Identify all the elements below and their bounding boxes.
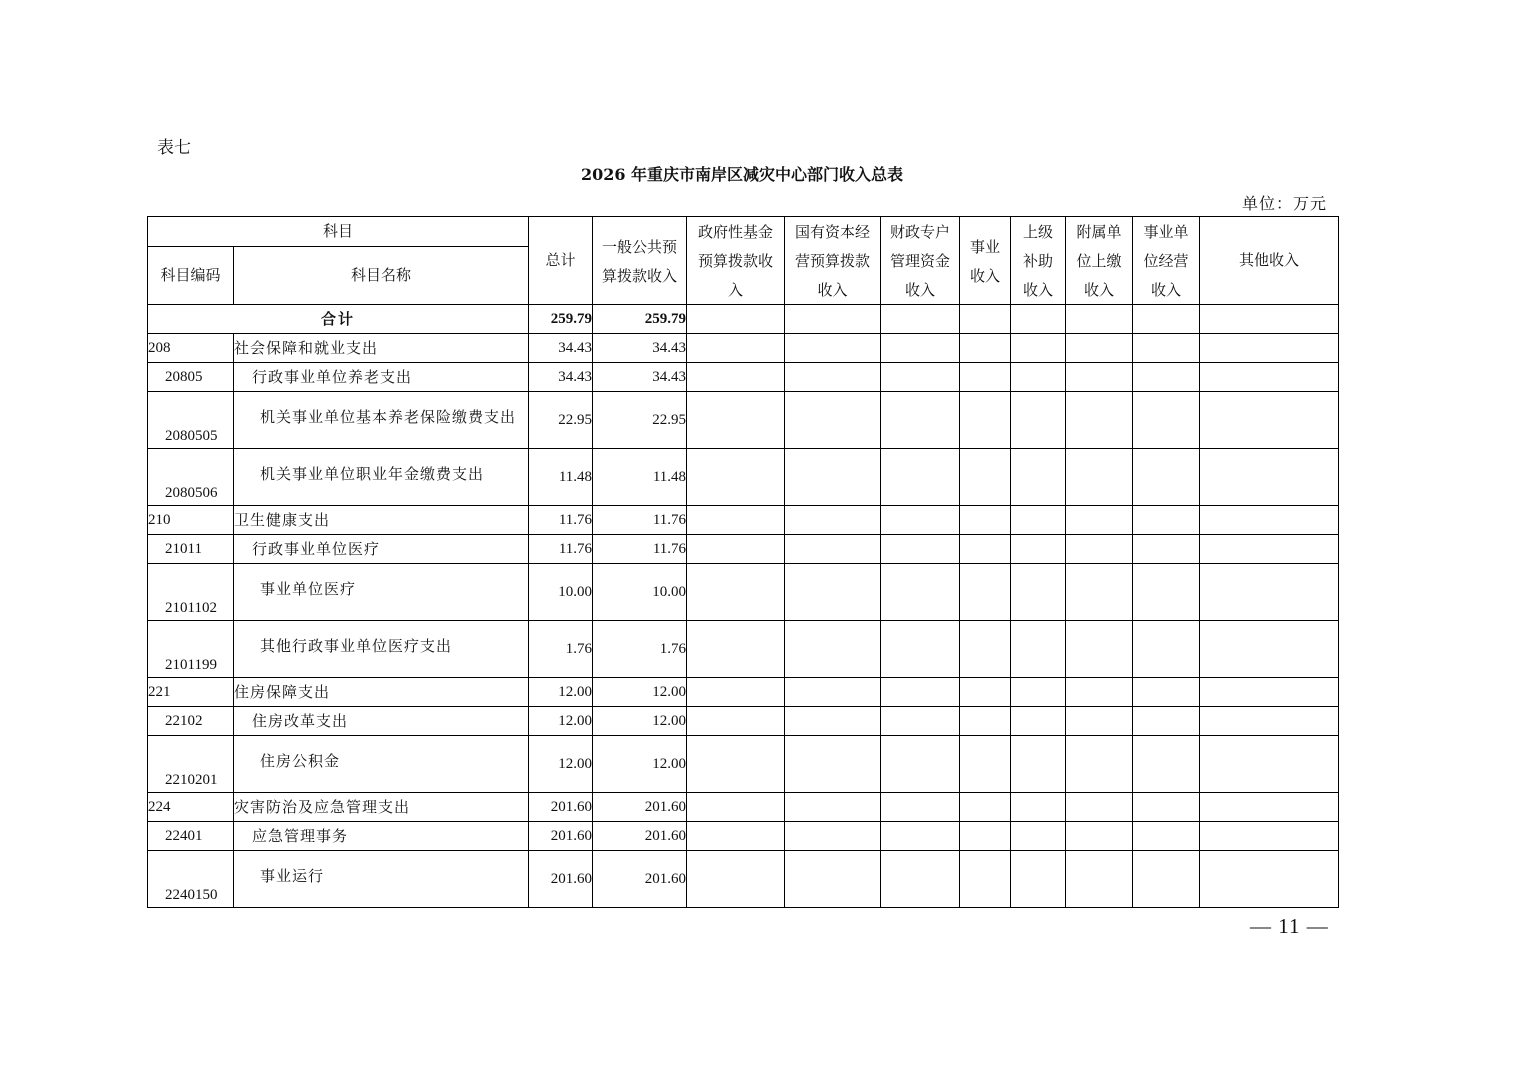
header-state-capital xyxy=(785,217,881,305)
table-row xyxy=(148,334,1339,363)
subject-name: 事业运行 xyxy=(234,851,529,908)
general-budget-amount: 11.76 xyxy=(593,535,687,564)
header-subject: 科目 xyxy=(148,217,529,247)
subject-name: 事业单位医疗 xyxy=(234,564,529,621)
header-gov-fund-line: 入 xyxy=(728,281,744,299)
income-summary-table xyxy=(147,216,1339,908)
empty-cell xyxy=(1200,621,1339,678)
empty-cell xyxy=(785,506,881,535)
general-budget-amount: 201.60 xyxy=(593,851,687,908)
subject-name: 机关事业单位职业年金缴费支出 xyxy=(234,449,529,506)
empty-cell xyxy=(1066,822,1133,851)
table-row xyxy=(148,736,1339,793)
empty-cell xyxy=(687,564,785,621)
general-budget-amount: 22.95 xyxy=(593,392,687,449)
empty-cell xyxy=(881,506,960,535)
empty-cell xyxy=(785,305,881,334)
empty-cell xyxy=(1133,334,1200,363)
table-row xyxy=(148,564,1339,621)
page-number: — 11 — xyxy=(1250,914,1329,938)
empty-cell xyxy=(960,449,1011,506)
subject-code: 2080506 xyxy=(148,449,234,506)
empty-cell xyxy=(881,449,960,506)
table-row xyxy=(148,392,1339,449)
general-budget-amount: 201.60 xyxy=(593,822,687,851)
table-row xyxy=(148,822,1339,851)
empty-cell xyxy=(785,707,881,736)
empty-cell xyxy=(1066,363,1133,392)
empty-cell xyxy=(1133,449,1200,506)
header-superior-line: 上级 xyxy=(1023,223,1054,241)
empty-cell xyxy=(1066,851,1133,908)
subject-code: 2080505 xyxy=(148,392,234,449)
table-row xyxy=(148,363,1339,392)
empty-cell xyxy=(1200,851,1339,908)
header-gov-fund-line: 政府性基金 xyxy=(698,223,774,241)
empty-cell xyxy=(1011,793,1066,822)
header-operating-line: 收入 xyxy=(1151,281,1182,299)
empty-cell xyxy=(1133,822,1200,851)
general-budget-amount: 12.00 xyxy=(593,736,687,793)
empty-cell xyxy=(1200,363,1339,392)
empty-cell xyxy=(881,851,960,908)
empty-cell xyxy=(1133,621,1200,678)
header-fiscal-special-line: 财政专户 xyxy=(890,223,951,241)
header-general-line: 算拨款收入 xyxy=(602,266,678,285)
header-operating-line: 事业单 xyxy=(1143,223,1189,241)
empty-cell xyxy=(1200,535,1339,564)
header-subject-name: 科目名称 xyxy=(234,247,529,305)
empty-cell xyxy=(1133,793,1200,822)
total-amount: 201.60 xyxy=(529,822,593,851)
header-business-line: 事业 xyxy=(970,237,1001,256)
empty-cell xyxy=(1011,535,1066,564)
empty-cell xyxy=(1200,392,1339,449)
empty-cell xyxy=(687,506,785,535)
empty-cell xyxy=(960,707,1011,736)
empty-cell xyxy=(687,535,785,564)
empty-cell xyxy=(960,535,1011,564)
header-affiliate-line: 位上缴 xyxy=(1076,252,1122,270)
empty-cell xyxy=(687,736,785,793)
empty-cell xyxy=(1011,621,1066,678)
total-amount: 201.60 xyxy=(529,793,593,822)
empty-cell xyxy=(1011,334,1066,363)
empty-cell xyxy=(881,793,960,822)
total-amount: 11.48 xyxy=(529,449,593,506)
empty-cell xyxy=(687,851,785,908)
empty-cell xyxy=(687,449,785,506)
empty-cell xyxy=(881,334,960,363)
empty-cell xyxy=(881,392,960,449)
empty-cell xyxy=(1133,535,1200,564)
empty-cell xyxy=(785,793,881,822)
total-amount: 34.43 xyxy=(529,363,593,392)
empty-cell xyxy=(1011,392,1066,449)
header-operating-income xyxy=(1133,217,1200,305)
empty-cell xyxy=(1066,707,1133,736)
empty-cell xyxy=(687,392,785,449)
subject-name: 应急管理事务 xyxy=(234,822,529,851)
empty-cell xyxy=(1133,678,1200,707)
total-amount: 12.00 xyxy=(529,707,593,736)
empty-cell xyxy=(1200,822,1339,851)
empty-cell xyxy=(687,305,785,334)
empty-cell xyxy=(960,392,1011,449)
header-state-capital-line: 收入 xyxy=(817,281,848,299)
empty-cell xyxy=(687,707,785,736)
subject-name: 行政事业单位养老支出 xyxy=(234,363,529,392)
empty-cell xyxy=(1011,305,1066,334)
empty-cell xyxy=(785,392,881,449)
empty-cell xyxy=(881,822,960,851)
empty-cell xyxy=(1066,564,1133,621)
total-amount: 11.76 xyxy=(529,506,593,535)
empty-cell xyxy=(1200,334,1339,363)
subject-code: 2101199 xyxy=(148,621,234,678)
header-other-income: 其他收入 xyxy=(1200,217,1339,305)
empty-cell xyxy=(960,736,1011,793)
table-row xyxy=(148,535,1339,564)
subject-name: 行政事业单位医疗 xyxy=(234,535,529,564)
subject-code: 20805 xyxy=(148,363,234,392)
header-state-capital-line: 国有资本经 xyxy=(795,223,871,241)
empty-cell xyxy=(1011,449,1066,506)
subject-code: 2240150 xyxy=(148,851,234,908)
header-operating-line: 位经营 xyxy=(1143,252,1189,270)
empty-cell xyxy=(1066,506,1133,535)
empty-cell xyxy=(881,678,960,707)
header-superior-line: 补助 xyxy=(1023,252,1054,270)
table-title: 2026 年重庆市南岸区减灾中心部门收入总表 xyxy=(580,165,904,184)
empty-cell xyxy=(1133,851,1200,908)
empty-cell xyxy=(1066,678,1133,707)
empty-cell xyxy=(881,621,960,678)
header-general-line: 一般公共预 xyxy=(602,237,678,256)
header-general-budget xyxy=(593,217,687,305)
subject-code: 22401 xyxy=(148,822,234,851)
empty-cell xyxy=(1066,793,1133,822)
header-superior-line: 收入 xyxy=(1023,281,1054,299)
table-number-label: 表七 xyxy=(157,138,191,158)
empty-cell xyxy=(1200,678,1339,707)
empty-cell xyxy=(881,736,960,793)
empty-cell xyxy=(881,564,960,621)
header-gov-fund-line: 预算拨款收 xyxy=(698,252,774,270)
empty-cell xyxy=(1200,305,1339,334)
empty-cell xyxy=(960,851,1011,908)
subject-code: 224 xyxy=(148,793,234,822)
header-affiliate-line: 附属单 xyxy=(1076,223,1122,241)
table-row xyxy=(148,449,1339,506)
empty-cell xyxy=(1066,736,1133,793)
empty-cell xyxy=(960,822,1011,851)
empty-cell xyxy=(1133,564,1200,621)
empty-cell xyxy=(1200,707,1339,736)
empty-cell xyxy=(960,678,1011,707)
empty-cell xyxy=(960,506,1011,535)
header-total: 总计 xyxy=(529,217,593,305)
general-budget-amount: 201.60 xyxy=(593,793,687,822)
total-amount: 201.60 xyxy=(529,851,593,908)
empty-cell xyxy=(687,822,785,851)
empty-cell xyxy=(1011,736,1066,793)
subject-name: 机关事业单位基本养老保险缴费支出 xyxy=(234,392,529,449)
empty-cell xyxy=(1200,449,1339,506)
subject-code: 22102 xyxy=(148,707,234,736)
total-amount: 10.00 xyxy=(529,564,593,621)
subject-name: 灾害防治及应急管理支出 xyxy=(234,793,529,822)
header-superior-subsidy xyxy=(1011,217,1066,305)
empty-cell xyxy=(1011,363,1066,392)
empty-cell xyxy=(960,621,1011,678)
empty-cell xyxy=(1200,506,1339,535)
general-budget-amount: 11.76 xyxy=(593,506,687,535)
empty-cell xyxy=(687,334,785,363)
empty-cell xyxy=(881,707,960,736)
subject-code: 2101102 xyxy=(148,564,234,621)
empty-cell xyxy=(785,822,881,851)
empty-cell xyxy=(1200,736,1339,793)
header-affiliate-payment xyxy=(1066,217,1133,305)
empty-cell xyxy=(881,363,960,392)
empty-cell xyxy=(785,736,881,793)
empty-cell xyxy=(1011,564,1066,621)
empty-cell xyxy=(960,793,1011,822)
table-row xyxy=(148,678,1339,707)
unit-label: 单位：万元 xyxy=(1241,194,1327,213)
header-business-income xyxy=(960,217,1011,305)
header-business-line: 收入 xyxy=(970,266,1001,285)
empty-cell xyxy=(1011,678,1066,707)
total-amount: 11.76 xyxy=(529,535,593,564)
empty-cell xyxy=(687,621,785,678)
header-fiscal-special xyxy=(881,217,960,305)
empty-cell xyxy=(1133,392,1200,449)
table-row xyxy=(148,707,1339,736)
general-budget-amount: 12.00 xyxy=(593,678,687,707)
empty-cell xyxy=(1066,392,1133,449)
subject-code: 210 xyxy=(148,506,234,535)
table-row xyxy=(148,506,1339,535)
empty-cell xyxy=(960,564,1011,621)
empty-cell xyxy=(785,564,881,621)
header-subject-code: 科目编码 xyxy=(148,247,234,305)
empty-cell xyxy=(1133,506,1200,535)
subject-name: 住房公积金 xyxy=(234,736,529,793)
general-budget-amount: 1.76 xyxy=(593,621,687,678)
total-amount: 12.00 xyxy=(529,736,593,793)
empty-cell xyxy=(960,305,1011,334)
empty-cell xyxy=(785,621,881,678)
empty-cell xyxy=(1200,793,1339,822)
empty-cell xyxy=(785,678,881,707)
empty-cell xyxy=(881,305,960,334)
empty-cell xyxy=(785,535,881,564)
table-row xyxy=(148,793,1339,822)
empty-cell xyxy=(687,793,785,822)
general-budget-amount: 34.43 xyxy=(593,334,687,363)
empty-cell xyxy=(1200,564,1339,621)
empty-cell xyxy=(1066,305,1133,334)
subject-name: 住房保障支出 xyxy=(234,678,529,707)
subject-code: 2210201 xyxy=(148,736,234,793)
empty-cell xyxy=(1011,707,1066,736)
subject-code: 221 xyxy=(148,678,234,707)
subject-code: 21011 xyxy=(148,535,234,564)
empty-cell xyxy=(1066,449,1133,506)
empty-cell xyxy=(1133,736,1200,793)
header-fiscal-special-line: 管理资金 xyxy=(890,252,951,270)
total-amount: 34.43 xyxy=(529,334,593,363)
header-fiscal-special-line: 收入 xyxy=(905,281,936,299)
subject-code: 208 xyxy=(148,334,234,363)
subject-name: 住房改革支出 xyxy=(234,707,529,736)
empty-cell xyxy=(687,363,785,392)
general-budget-amount: 11.48 xyxy=(593,449,687,506)
empty-cell xyxy=(785,851,881,908)
total-general-budget: 259.79 xyxy=(593,305,687,334)
empty-cell xyxy=(1066,621,1133,678)
total-row xyxy=(148,305,1339,334)
table-row xyxy=(148,851,1339,908)
total-amount: 12.00 xyxy=(529,678,593,707)
total-amount: 259.79 xyxy=(529,305,593,334)
empty-cell xyxy=(1066,334,1133,363)
empty-cell xyxy=(960,363,1011,392)
empty-cell xyxy=(1066,535,1133,564)
general-budget-amount: 34.43 xyxy=(593,363,687,392)
empty-cell xyxy=(1133,363,1200,392)
subject-name: 社会保障和就业支出 xyxy=(234,334,529,363)
general-budget-amount: 12.00 xyxy=(593,707,687,736)
empty-cell xyxy=(1133,707,1200,736)
empty-cell xyxy=(1011,822,1066,851)
empty-cell xyxy=(960,334,1011,363)
empty-cell xyxy=(881,535,960,564)
general-budget-amount: 10.00 xyxy=(593,564,687,621)
total-label: 合计 xyxy=(148,305,529,334)
total-amount: 22.95 xyxy=(529,392,593,449)
empty-cell xyxy=(785,334,881,363)
header-state-capital-line: 营预算拨款 xyxy=(795,252,871,270)
subject-name: 卫生健康支出 xyxy=(234,506,529,535)
header-gov-fund xyxy=(687,217,785,305)
empty-cell xyxy=(1133,305,1200,334)
header-affiliate-line: 收入 xyxy=(1084,281,1115,299)
empty-cell xyxy=(1011,851,1066,908)
table-row xyxy=(148,621,1339,678)
empty-cell xyxy=(687,678,785,707)
subject-name: 其他行政事业单位医疗支出 xyxy=(234,621,529,678)
empty-cell xyxy=(1011,506,1066,535)
empty-cell xyxy=(785,449,881,506)
total-amount: 1.76 xyxy=(529,621,593,678)
empty-cell xyxy=(785,363,881,392)
